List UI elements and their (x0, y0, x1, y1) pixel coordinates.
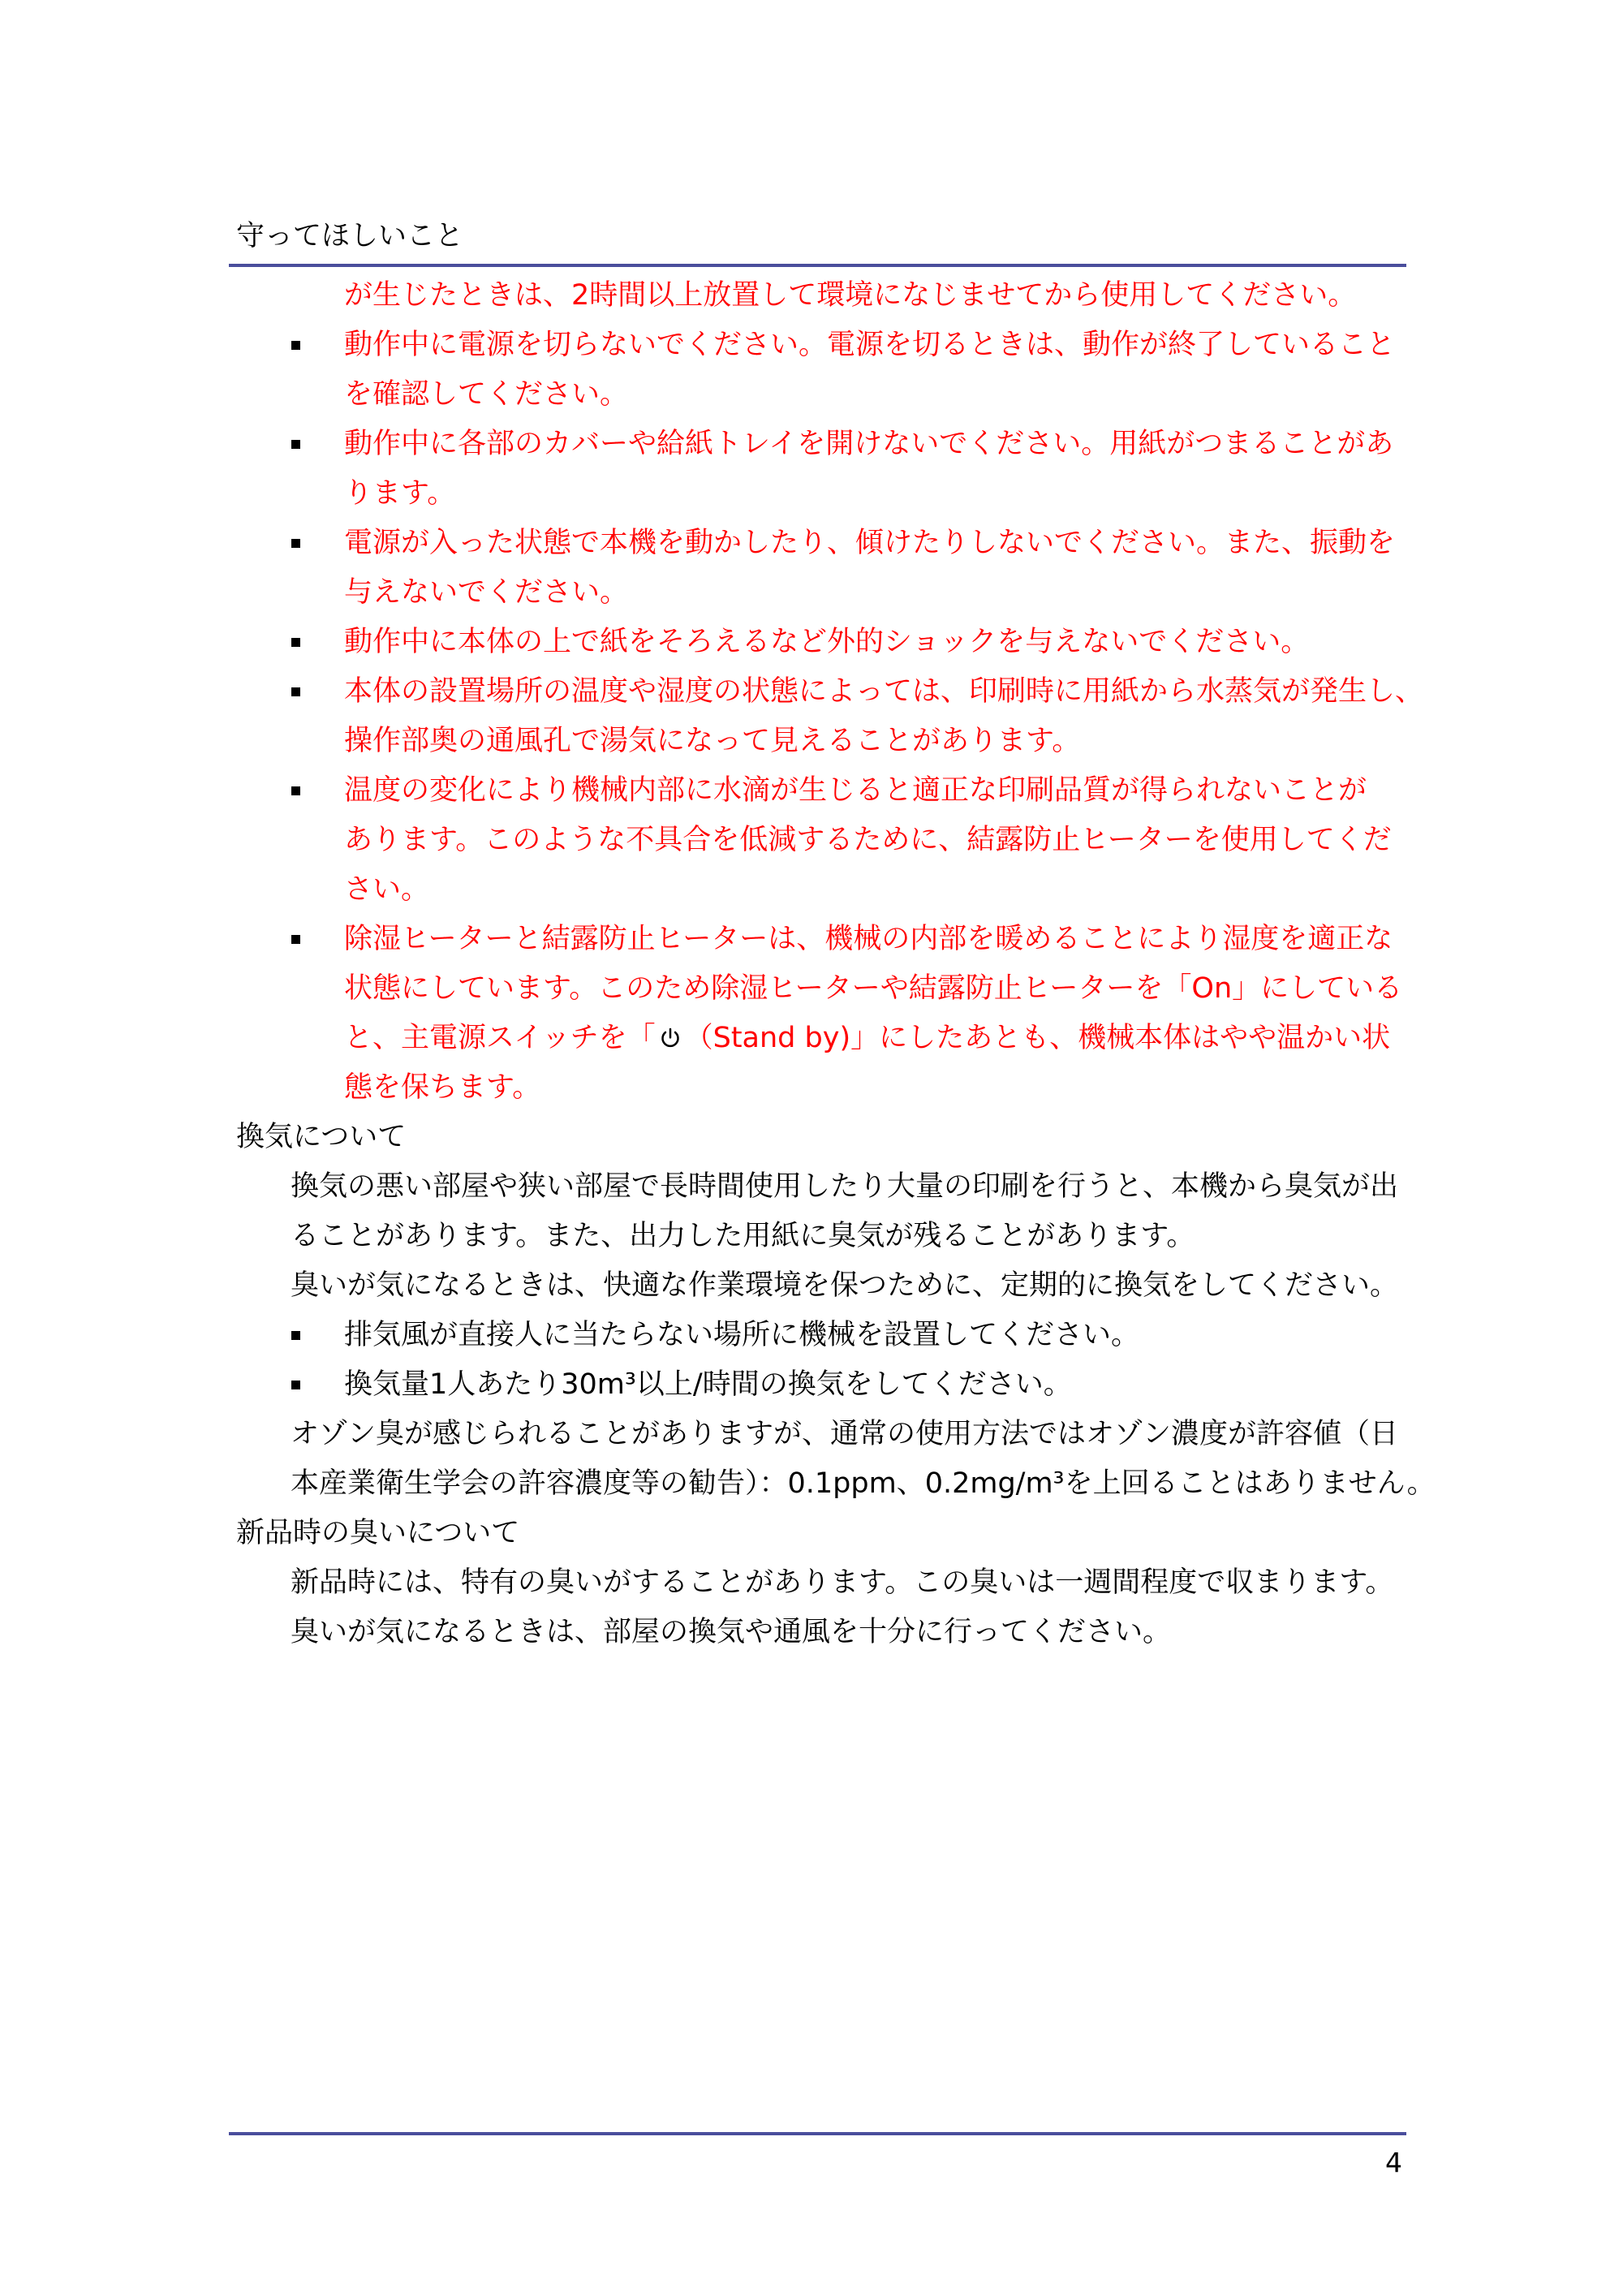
square-bullet-icon (291, 786, 300, 795)
caution-line: 動作中に電源を切らないでください。電源を切るときは、動作が終了していること (344, 329, 1396, 361)
caution-item (0, 420, 1623, 519)
section-heading: 換気について (236, 1121, 407, 1153)
body-line: 換気の悪い部屋や狭い部屋で長時間使用したり大量の印刷を行うと、本機から臭気が出 (291, 1170, 1399, 1203)
caution-line: 動作中に各部のカバーや給紙トレイを開けないでください。用紙がつまることがあ (344, 428, 1394, 460)
footer-rule (229, 2132, 1406, 2135)
caution-line: 動作中に本体の上で紙をそろえるなど外的ショックを与えないでください。 (344, 626, 1310, 658)
square-bullet-icon (291, 1381, 300, 1389)
body-line: オゾン臭が感じられることがありますが、通常の使用方法ではオゾン濃度が許容値（日 (291, 1418, 1399, 1450)
header-rule (229, 264, 1406, 267)
caution-line: 与えないでください。 (344, 576, 629, 609)
square-bullet-icon (291, 687, 300, 696)
page-number: 4 (1385, 2147, 1402, 2178)
caution-line: を確認してください。 (344, 378, 629, 411)
ventilation-section (0, 1113, 1623, 1509)
page-header-title: 守ってほしいこと (236, 220, 464, 252)
caution-line: 除湿ヒーターと結露防止ヒーターは、機械の内部を暖めることにより湿度を適正な (344, 923, 1393, 955)
caution-line: 操作部奥の通風孔で湯気になって見えることがあります。 (344, 725, 1081, 757)
caution-line (0, 1014, 1623, 1063)
square-bullet-icon (291, 638, 300, 647)
square-bullet-icon (291, 539, 300, 548)
section-heading: 新品時の臭いについて (236, 1517, 520, 1549)
caution-item (0, 618, 1623, 667)
caution-item (0, 667, 1623, 766)
page-content (0, 271, 1623, 1657)
caution-line: 温度の変化により機械内部に水滴が生じると適正な印刷品質が得られないことが (344, 774, 1367, 807)
square-bullet-icon (291, 341, 300, 350)
caution-line: さい。 (344, 873, 430, 906)
power-icon (658, 1026, 682, 1050)
caution-section (0, 271, 1623, 1113)
caution-line: 本体の設置場所の温度や湿度の状態によっては、印刷時に用紙から水蒸気が発生し、 (344, 675, 1424, 708)
square-bullet-icon (291, 440, 300, 449)
ventilation-bullet-item (0, 1311, 1623, 1360)
body-line: 新品時には、特有の臭いがすることがあります。この臭いは一週間程度で収まります。 (291, 1566, 1394, 1599)
caution-line: ります。 (344, 477, 456, 510)
bullet-line: 換気量1人あたり30m³以上/時間の換気をしてください。 (344, 1368, 1072, 1401)
body-line: 臭いが気になるときは、部屋の換気や通風を十分に行ってください。 (291, 1616, 1172, 1648)
caution-continuation-line: が生じたときは、2時間以上放置して環境になじませてから使用してください。 (344, 279, 1357, 312)
caution-line: 状態にしています。このため除湿ヒーターや結露防止ヒーターを「On」にしている (344, 972, 1403, 1005)
square-bullet-icon (291, 935, 300, 944)
caution-line-segment: （Stand by)」にしたあとも、機械本体はやや温かい状 (684, 1022, 1391, 1054)
body-line: 本産業衛生学会の許容濃度等の勧告）：0.1ppm、0.2mg/m³を上回ることはありません。 (291, 1467, 1436, 1500)
caution-line: あります。このような不具合を低減するために、結露防止ヒーターを使用してくだ (344, 824, 1392, 856)
new-product-odor-section (0, 1509, 1623, 1657)
square-bullet-icon (291, 1331, 300, 1340)
caution-item (0, 519, 1623, 618)
caution-line: 電源が入った状態で本機を動かしたり、傾けたりしないでください。また、振動を (344, 527, 1396, 559)
caution-item (0, 766, 1623, 915)
body-line: ることがあります。また、出力した用紙に臭気が残ることがあります。 (291, 1220, 1195, 1252)
caution-item (0, 321, 1623, 420)
caution-item (0, 915, 1623, 1113)
bullet-line: 排気風が直接人に当たらない場所に機械を設置してください。 (344, 1319, 1140, 1351)
ventilation-bullet-item (0, 1360, 1623, 1410)
caution-line: 態を保ちます。 (344, 1071, 541, 1104)
body-line: 臭いが気になるときは、快適な作業環境を保つために、定期的に換気をしてください。 (291, 1269, 1399, 1302)
caution-line-segment: と、主電源スイッチを「 (344, 1022, 656, 1054)
